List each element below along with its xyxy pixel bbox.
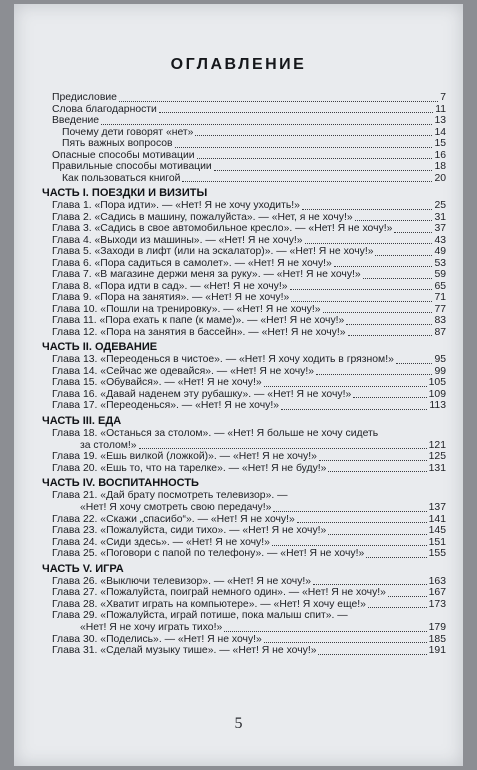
dot-leader [214, 169, 433, 171]
entry-page: 43 [434, 234, 446, 246]
entry-label: Глава 31. «Сделай музыку тише». — «Нет! Я не хочу!» [52, 645, 317, 656]
toc-entry [42, 281, 446, 293]
entry-label: Глава 1. «Пора идти». — «Нет! Я не хочу уходить!» [52, 200, 300, 211]
dot-leader [197, 157, 433, 159]
dot-leader [297, 521, 427, 523]
toc-entry [42, 246, 446, 258]
table-of-contents [42, 92, 446, 657]
entry-label: Глава 11. «Пора ехать к папе (к маме)». — «Нет! Я не хочу!» [52, 315, 345, 326]
entry-label: Глава 12. «Пора на занятия в бассейн». — «Нет! Я не хочу!» [52, 326, 346, 338]
dot-leader [355, 219, 433, 221]
entry-label: Глава 14. «Сейчас же одевайся». — «Нет! Я не хочу!» [52, 365, 315, 377]
entry-page: 11 [435, 103, 446, 115]
entry-label: Глава 27. «Пожалуйста, поиграй немного один». — «Нет! Я не хочу!» [52, 587, 386, 598]
entry-page: 71 [434, 292, 446, 303]
entry-label: Глава 17. «Переоденься». — «Нет! Я не хочу!» [52, 400, 280, 411]
dot-leader [348, 334, 433, 336]
toc-entry [42, 138, 446, 150]
toc-entry [42, 354, 446, 366]
toc-entry [42, 525, 446, 537]
dot-leader [396, 362, 433, 364]
toc-entry [42, 634, 446, 646]
toc-entry [42, 463, 446, 475]
entry-page: 59 [434, 269, 446, 280]
entry-label-continued: «Нет! Я не хочу играть тихо!» [80, 622, 223, 633]
entry-label: Глава 20. «Ешь то, что на тарелке». — «Нет! Я не буду!» [52, 462, 327, 474]
toc-entry [42, 451, 446, 463]
toc-entry [42, 223, 446, 235]
entry-page: 18 [434, 161, 446, 172]
entry-page: 7 [440, 92, 446, 103]
part-heading: ЧАСТЬ I. ПОЕЗДКИ И ВИЗИТЫ [42, 187, 208, 199]
entry-page: 13 [434, 115, 446, 126]
entry-page: 83 [434, 315, 446, 326]
entry-label: Глава 7. «В магазине держи меня за руку». — «Нет! Я не хочу!» [52, 269, 361, 280]
dot-leader [175, 146, 433, 148]
entry-label: Глава 15. «Обувайся». — «Нет! Я не хочу!» [52, 377, 262, 388]
entry-label: Почему дети говорят «нет» [62, 126, 194, 138]
dot-leader [264, 385, 427, 387]
entry-label: Глава 22. «Скажи „спасибо“». — «Нет! Я не хочу!» [52, 513, 295, 525]
entry-label: Глава 13. «Переоденься в чистое». — «Нет! Я хочу ходить в грязном!» [52, 354, 394, 365]
entry-page: 77 [434, 303, 446, 315]
dot-leader [195, 134, 432, 136]
dot-leader [328, 533, 426, 535]
entry-page: 95 [434, 354, 446, 365]
toc-entry [42, 587, 446, 599]
entry-page: 31 [434, 211, 446, 223]
toc-entry [42, 377, 446, 389]
dot-leader [394, 231, 432, 233]
entry-page: 99 [434, 365, 446, 377]
toc-entry [42, 127, 446, 139]
dot-leader [319, 459, 427, 461]
toc-entry [42, 400, 446, 412]
entry-label: Глава 6. «Пора садиться в самолет». — «Нет! Я не хочу!» [52, 257, 332, 269]
part-heading: ЧАСТЬ V. ИГРА [42, 562, 124, 575]
toc-entry [42, 389, 446, 401]
toc-entry [42, 200, 446, 212]
entry-page: 125 [428, 451, 446, 462]
entry-page: 155 [428, 548, 446, 559]
dot-leader [291, 300, 432, 302]
entry-page: 53 [434, 257, 446, 269]
entry-page: 167 [428, 587, 446, 598]
entry-page: 15 [434, 138, 446, 149]
entry-page: 20 [434, 172, 446, 184]
entry-page: 179 [428, 622, 446, 633]
toc-entry [42, 428, 446, 440]
toc-entry [42, 645, 446, 657]
dot-leader [305, 242, 433, 244]
toc-entry [42, 576, 446, 588]
entry-label: Глава 24. «Сиди здесь». — «Нет! Я не хочу!» [52, 536, 270, 548]
entry-label: Глава 3. «Садись в свое автомобильное кресло». — «Нет! Я не хочу!» [52, 223, 393, 234]
dot-leader [318, 653, 426, 655]
entry-label: Глава 28. «Хватит играть на компьютере». — «Нет! Я хочу еще!» [52, 598, 366, 610]
toc-entry [42, 269, 446, 281]
toc-entry-continued [42, 622, 446, 634]
entry-label: Глава 4. «Выходи из машины». — «Нет! Я не хочу!» [52, 234, 303, 246]
dot-leader [346, 323, 432, 325]
dot-leader [366, 556, 426, 558]
toc-entry [42, 537, 446, 549]
entry-page: 185 [428, 633, 446, 645]
toc-entry [42, 92, 446, 104]
entry-page: 113 [429, 400, 446, 411]
entry-label: Глава 25. «Поговори с папой по телефону». — «Нет! Я не хочу!» [52, 548, 365, 559]
entry-label: Глава 21. «Дай брату посмотреть телевизор». — [52, 490, 288, 501]
toc-entry [42, 212, 446, 224]
dot-leader [302, 208, 433, 210]
entry-page: 87 [434, 326, 446, 338]
toc-entry [42, 599, 446, 611]
entry-label: Предисловие [52, 92, 117, 103]
entry-label: Глава 9. «Пора на занятия». — «Нет! Я не хочу!» [52, 292, 290, 303]
entry-page: 163 [428, 575, 446, 587]
toc-entry [42, 292, 446, 304]
entry-label: Глава 18. «Останься за столом». — «Нет! Я больше не хочу сидеть [52, 427, 379, 439]
dot-leader [368, 606, 427, 608]
dot-leader [388, 595, 427, 597]
toc-entry [42, 366, 446, 378]
entry-label: Глава 26. «Выключи телевизор». — «Нет! Я не хочу!» [52, 575, 312, 587]
page-number: 5 [234, 715, 243, 732]
entry-label: Пять важных вопросов [62, 138, 173, 149]
dot-leader [334, 265, 433, 267]
dot-leader [119, 100, 438, 102]
entry-label: Слова благодарности [52, 103, 157, 115]
entry-label: Глава 29. «Пожалуйста, играй потише, пока малыш спит». — [52, 610, 348, 621]
toc-entry [42, 161, 446, 173]
entry-page: 65 [434, 280, 446, 292]
entry-label: Опасные способы мотивации [52, 149, 195, 161]
part-heading: ЧАСТЬ II. ОДЕВАНИЕ [42, 341, 158, 353]
dot-leader [353, 396, 426, 398]
dot-leader [273, 510, 426, 512]
dot-leader [281, 408, 427, 410]
toc-entry [42, 258, 446, 270]
entry-label: Глава 30. «Поделись». — «Нет! Я не хочу!» [52, 633, 262, 645]
entry-page: 137 [428, 502, 446, 513]
page-title: ОГЛАВЛЕНИЕ [170, 56, 307, 73]
toc-entry-continued [42, 502, 446, 514]
entry-label: Правильные способы мотивации [52, 161, 212, 172]
toc-entry-continued [42, 439, 446, 451]
book-page [14, 4, 463, 766]
dot-leader [328, 470, 426, 472]
dot-leader [272, 544, 427, 546]
dot-leader [224, 630, 426, 632]
entry-label: Глава 16. «Давай наденем эту рубашку». — «Нет! Я не хочу!» [52, 388, 352, 400]
entry-label: Глава 5. «Заходи в лифт (или на эскалатор)». — «Нет! Я не хочу!» [52, 246, 374, 257]
dot-leader [159, 111, 433, 113]
dot-leader [375, 254, 432, 256]
dot-leader [316, 373, 432, 375]
entry-label: Введение [52, 115, 100, 126]
part-heading: ЧАСТЬ IV. ВОСПИТАННОСТЬ [42, 477, 199, 489]
toc-entry [42, 490, 446, 502]
dot-leader [182, 180, 432, 182]
entry-label: Глава 8. «Пора идти в сад». — «Нет! Я не хочу!» [52, 280, 288, 292]
dot-leader [101, 123, 432, 125]
toc-entry [42, 104, 446, 116]
toc-entry [42, 548, 446, 560]
entry-page: 14 [434, 126, 446, 138]
dot-leader [323, 311, 433, 313]
dot-leader [363, 277, 433, 279]
part-heading: ЧАСТЬ III. ЕДА [42, 414, 122, 427]
toc-entry [42, 235, 446, 247]
toc-entry [42, 315, 446, 327]
toc-entry [42, 115, 446, 127]
entry-label-continued: за столом!» [80, 439, 137, 451]
entry-page: 109 [428, 388, 446, 400]
toc-entry [42, 610, 446, 622]
entry-page: 141 [428, 513, 446, 525]
toc-entry [42, 327, 446, 339]
toc-entry [42, 150, 446, 162]
entry-page: 105 [428, 377, 446, 388]
toc-entry [42, 173, 446, 185]
entry-page: 25 [434, 200, 446, 211]
toc-entry [42, 514, 446, 526]
entry-label: Глава 10. «Пошли на тренировку». — «Нет! Я не хочу!» [52, 303, 321, 315]
dot-leader [264, 641, 427, 643]
entry-label: Как пользоваться книгой [62, 172, 181, 184]
entry-label: Глава 19. «Ешь вилкой (ложкой)». — «Нет! Я не хочу!» [52, 451, 317, 462]
dot-leader [313, 583, 427, 585]
entry-page: 131 [428, 462, 446, 474]
entry-page: 49 [434, 246, 446, 257]
entry-page: 121 [428, 439, 446, 451]
entry-label: Глава 23. «Пожалуйста, сиди тихо». — «Нет! Я не хочу!» [52, 525, 327, 536]
entry-page: 37 [434, 223, 446, 234]
entry-label: Глава 2. «Садись в машину, пожалуйста». — «Нет, я не хочу!» [52, 211, 353, 223]
entry-page: 145 [428, 525, 446, 536]
entry-page: 151 [428, 536, 446, 548]
toc-entry [42, 304, 446, 316]
dot-leader [139, 447, 427, 449]
entry-page: 16 [434, 149, 446, 161]
entry-page: 173 [428, 598, 446, 610]
entry-page: 191 [428, 645, 446, 656]
dot-leader [290, 288, 433, 290]
entry-label-continued: «Нет! Я хочу смотреть свою передачу!» [80, 502, 272, 513]
